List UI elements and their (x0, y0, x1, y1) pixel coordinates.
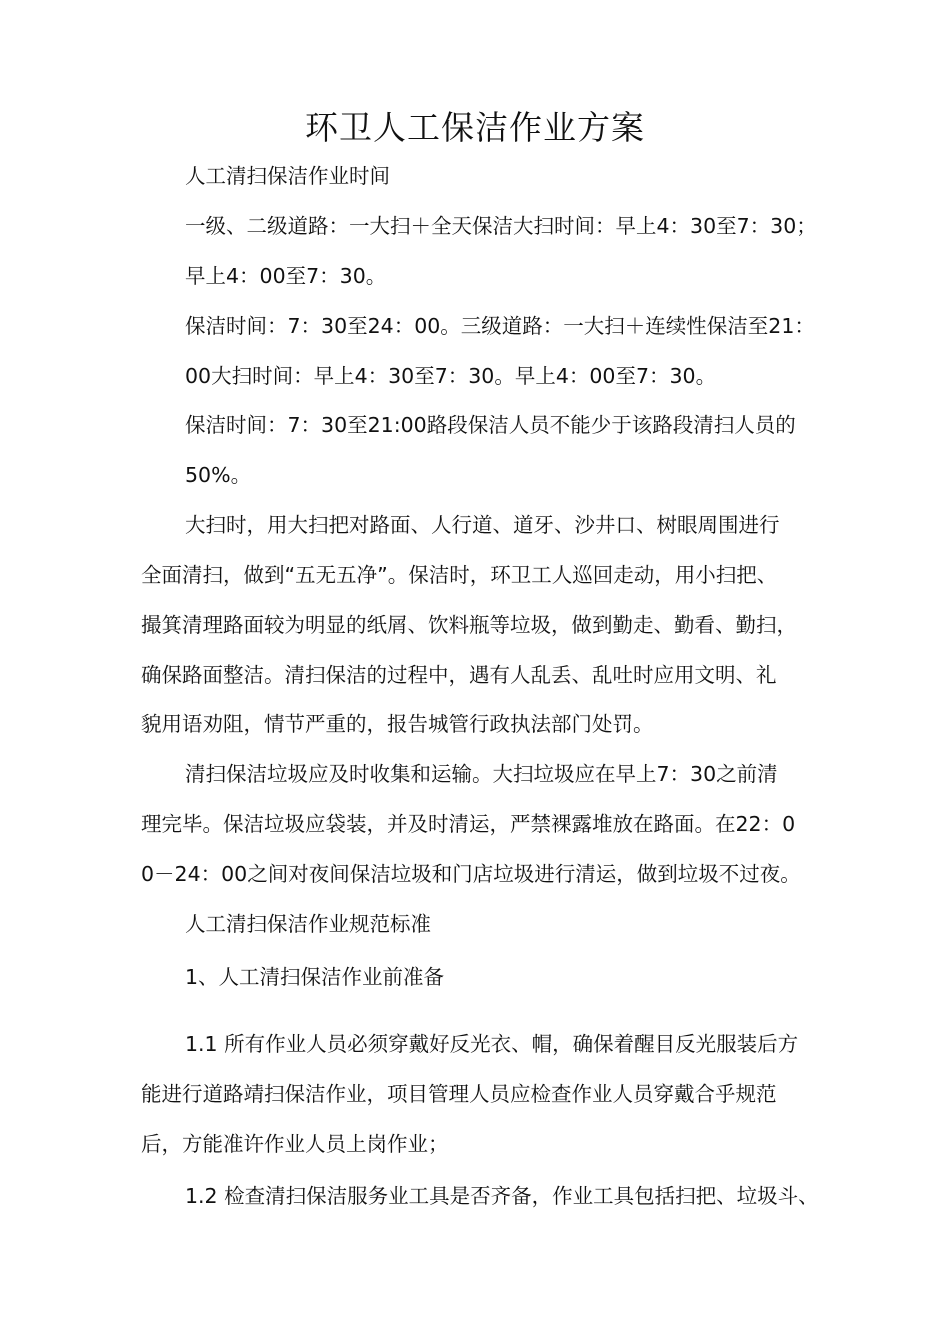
paragraph-line: 1.1 所有作业人员必须穿戴好反光衣、帽，确保着醒目反光服装后方 (185, 1032, 799, 1056)
document-title: 环卫人工保洁作业方案 (305, 108, 645, 147)
paragraph-line: 确保路面整洁。清扫保洁的过程中，遇有人乱丢、乱吐时应用文明、礼 (141, 663, 777, 687)
paragraph-line: 撮箕清理路面较为明显的纸屑、饮料瓶等垃圾，做到勤走、勤看、勤扫， (141, 613, 797, 637)
paragraph-line: 保洁时间：7：30至21:00路段保洁人员不能少于该路段清扫人员的 (185, 413, 796, 437)
paragraph-line: 大扫时，用大扫把对路面、人行道、道牙、沙井口、树眼周围进行 (185, 513, 780, 537)
paragraph-line: 全面清扫，做到“五无五净”。保洁时，环卫工人巡回走动，用小扫把、 (141, 563, 778, 587)
paragraph-line: 清扫保洁垃圾应及时收集和运输。大扫垃圾应在早上7：30之前清 (185, 762, 778, 786)
section-heading-time: 人工清扫保洁作业时间 (185, 164, 390, 188)
paragraph-line: 理完毕。保洁垃圾应袋装，并及时清运，严禁裸露堆放在路面。在22：0 (141, 812, 796, 836)
paragraph-line: 能进行道路靖扫保洁作业，项目管理人员应检查作业人员穿戴合乎规范 (141, 1082, 777, 1106)
paragraph-line: 1.2 检查清扫保洁服务业工具是否齐备，作业工具包括扫把、垃圾斗、 (185, 1184, 819, 1208)
paragraph-line: 保洁时间：7：30至24：00。三级道路：一大扫＋连续性保洁至21： (185, 314, 815, 338)
subsection-heading: 1、人工清扫保洁作业前准备 (185, 965, 445, 989)
paragraph-line: 50%。 (185, 463, 252, 487)
paragraph-line: 00大扫时间：早上4：30至7：30。早上4：00至7：30。 (185, 364, 717, 388)
paragraph-line: 0－24：00之间对夜间保洁垃圾和门店垃圾进行清运，做到垃圾不过夜。 (141, 862, 801, 886)
paragraph-line: 早上4：00至7：30。 (185, 264, 387, 288)
paragraph-line: 貌用语劝阻，情节严重的，报告城管行政执法部门处罚。 (141, 712, 654, 736)
section-heading-standards: 人工清扫保洁作业规范标准 (185, 912, 431, 936)
paragraph-line: 一级、二级道路：一大扫＋全天保洁大扫时间：早上4：30至7：30； (185, 214, 817, 238)
paragraph-line: 后，方能准许作业人员上岗作业； (141, 1132, 449, 1156)
